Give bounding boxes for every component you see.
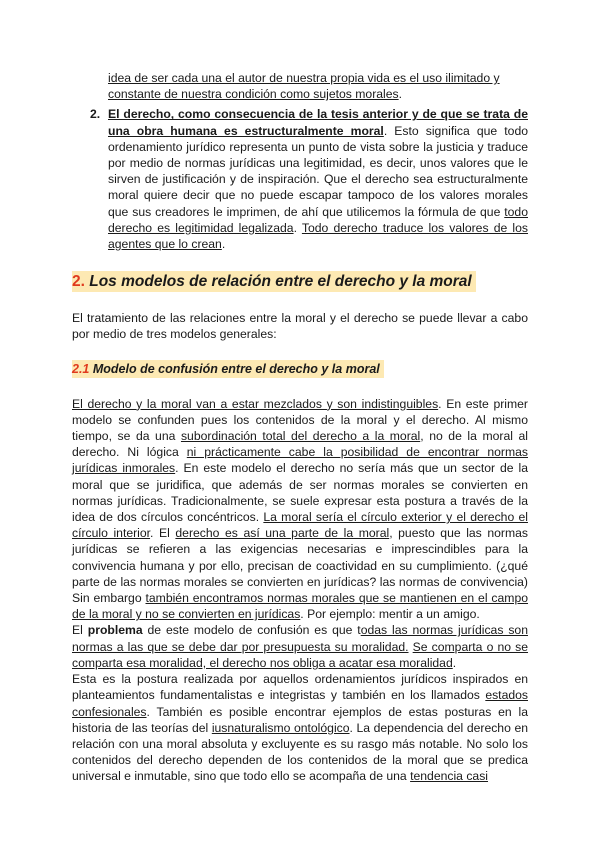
continued-line-2: constante de nuestra condición como sujetos morales xyxy=(108,87,399,102)
section-title: Los modelos de relación entre el derecho y la moral xyxy=(89,273,472,291)
subsection-title: Modelo de confusión entre el derecho y la moral xyxy=(92,361,380,376)
item2-underline-1: todo derecho es legitimidad legalizada xyxy=(108,204,528,235)
list-item-2: 2. El derecho, como consecuencia de la tesis anterior y de que se trata de una obra humana es estructuralmente moral. Esto significa que todo ordenamiento jurídico representa un punto de vista sobre la justicia y traduce por medio de normas jurídicas una legitimidad, es decir, unos valores que le sirven de justificación y de inspiración. Que el derecho sea estructuralmente moral quiere decir que no puede escapar tampoco de los valores morales que sus creadores le imprimen, de ahí que utilicemos la fórmula de que todo derecho es legitimidad legalizada. Todo derecho traduce los valores de los agentes que lo crean. xyxy=(90,107,529,252)
body-text: . Por ejemplo: mentir a un amigo. xyxy=(300,607,480,622)
underlined-text: El derecho y la moral van a estar mezclados y son indistinguibles xyxy=(72,396,439,411)
body-text: , puesto que las normas jurídicas se refieren a las exigencias necesarias e imprescindibles para la convivencia humana y por ello, precisan de coactividad en su cumplimiento. (¿qué parte de las normas morales se convierten en jurídicas? las normas de convivencia) Sin embargo xyxy=(72,526,528,606)
underlined-text: La moral sería el círculo exterior y el derecho el círculo interior xyxy=(72,510,528,541)
paragraph xyxy=(72,622,528,671)
underlined-text: también encontramos normas morales que se mantienen en el campo de la moral y no se convierten en jurídicas xyxy=(72,591,529,622)
body-text: de este modelo de confusión es que t xyxy=(142,623,361,638)
subsection-heading xyxy=(72,359,528,379)
underlined-text: estados confesionales xyxy=(72,688,528,719)
underlined-text: iusnaturalismo ontológico xyxy=(211,720,350,735)
bold-text: problema xyxy=(87,623,143,638)
body-text: . En este modelo el derecho no sería más que un sector de la moral que se juridifica, que además de ser normas morales se convierten en normas jurídicas. Tradicionalmente, se suele expresar esta postura a través de la idea de dos círculos concéntricos. xyxy=(72,461,528,525)
item2-bold-heading: El derecho, como consecuencia de la tesis anterior y de que se trata de una obra humana es estructuralmente moral xyxy=(108,107,528,138)
underlined-text: ni prácticamente cabe la posibilidad de encontrar normas jurídicas inmorales xyxy=(72,445,528,476)
item2-underline-2: Todo derecho traduce los valores de los agentes que lo crean xyxy=(108,220,529,252)
document-page xyxy=(72,70,528,785)
intro-paragraph: El tratamiento de las relaciones entre la moral y el derecho se puede llevar a cabo por medio de tres modelos generales: xyxy=(72,311,528,342)
body-text: . El xyxy=(150,526,176,541)
body-text: Esta es la postura realizada por aquellos ordenamientos jurídicos inspirados en planteamientos fundamentalistas e integristas y también en los llamados xyxy=(72,672,528,703)
body-text: El xyxy=(72,623,88,638)
underlined-text: subordinación total del derecho a la moral xyxy=(180,429,421,444)
body-text: . En este primer modelo se confunden pues los contenidos de la moral y el derecho. Al mismo tiempo, se da una xyxy=(72,396,528,444)
underlined-text: derecho es así una parte de la moral xyxy=(175,526,390,541)
underlined-text: Se comparta o no se comparta esa moralidad, el derecho nos obliga a acatar esa moralidad xyxy=(72,639,529,670)
section-number: 2. xyxy=(72,273,85,291)
body-text: . La dependencia del derecho en relación con una moral absoluta y excluyente es su rasgo más notable. No solo los contenidos del derecho dependen de los contenidos de la moral que se predica universal e inmutable, sino que todo ello se acompaña de una xyxy=(72,720,528,784)
paragraph xyxy=(72,396,528,623)
body-text: . También es posible encontrar ejemplos de estas posturas en la historia de las teorías del xyxy=(72,704,528,735)
list-number: 2. xyxy=(90,107,101,122)
item2-text: . Esto significa que todo ordenamiento jurídico representa un punto de vista sobre la justicia y traduce por medio de normas jurídicas una legitimidad, es decir, unos valores que le sirven de justificación y de inspiración. Que el derecho sea estructuralmente moral quiere decir que no puede escapar tampoco de los valores morales que sus creadores le imprimen, de ahí que utilicemos la fórmula de que xyxy=(108,123,528,219)
paragraph xyxy=(72,671,528,784)
continued-line-1: idea de ser cada una el autor de nuestra propia vida es el uso ilimitado y xyxy=(108,71,500,85)
body-text: . xyxy=(452,655,457,670)
section-heading xyxy=(72,270,528,294)
continued-text: idea de ser cada una el autor de nuestra propia vida es el uso ilimitado y constante de nuestra condición como sujetos morales. xyxy=(108,71,500,102)
body-text: , no de la moral al derecho. Ni lógica xyxy=(72,429,528,460)
underlined-text: tendencia casi xyxy=(410,769,489,784)
underlined-text: odas las normas jurídicas son normas a las que se debe dar por presupuesta su moralidad. xyxy=(72,623,528,654)
subsection-number: 2.1 xyxy=(72,361,90,376)
